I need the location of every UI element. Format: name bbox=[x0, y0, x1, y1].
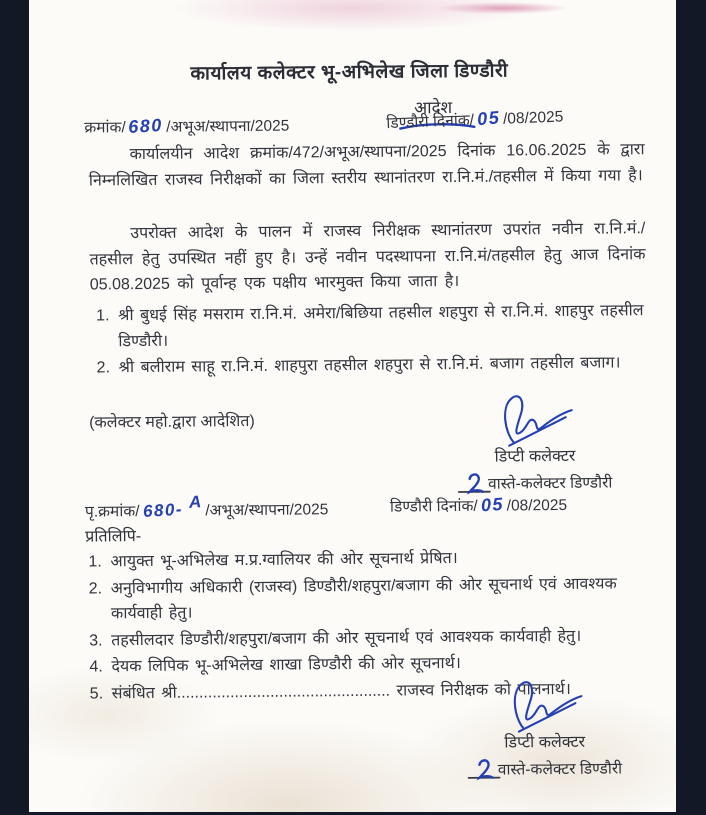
date-line bbox=[386, 107, 563, 131]
date-place-prefix: डिण्डौरी दिनांक/ bbox=[386, 111, 475, 133]
handwritten-date: 05 bbox=[476, 107, 501, 130]
handwritten-endorsement-number: 680- bbox=[141, 499, 184, 522]
reference-number-line bbox=[84, 114, 289, 138]
list-item-number: 5. bbox=[89, 684, 104, 703]
list-item-text: तहसीलदार डिण्डौरी/शहपुरा/बजाग की ओर सूचनार्थ एवं आवश्यक कार्यवाही हेतु। bbox=[111, 627, 582, 649]
list-item-text: देयक लिपिक भू-अभिलेख शाखा डिण्डौरी की ओर सूचनार्थ। bbox=[111, 654, 461, 676]
list-item-number: 3. bbox=[89, 631, 103, 650]
list-item-text: श्री बुधई सिंह मसराम रा.नि.मं. अमेरा/बिछिया तहसील शहपुरा से रा.नि.मं. शाहपुर तहसील डिण्डौरी। bbox=[118, 302, 644, 350]
list-item-text: संबंधित श्री................................................ राजस्व निरीक्षक को पालनार्थ। bbox=[111, 680, 571, 702]
page-title: कार्यालय कलेक्टर भू-अभिलेख जिला डिण्डौरी bbox=[190, 60, 509, 85]
signatory-on-behalf bbox=[437, 755, 652, 781]
list-item-text: आयुक्त भू-अभिलेख म.प्र.ग्वालियर की ओर सूचनार्थ प्रेषित। bbox=[110, 549, 458, 571]
handwritten-endorsement-date: 05 bbox=[480, 493, 505, 516]
body-paragraph-1: कार्यालयीन आदेश क्रमांक/472/अभूअ/स्थापना/2025 दिनांक 16.06.2025 के द्वारा निम्नलिखित राजस्व निरीक्षकों का जिला स्तरीय स्थानांतरण रा.नि.मं./तहसील में किया गया है। bbox=[88, 141, 645, 190]
list-item-text: अनुविभागीय अधिकारी (राजस्व) डिण्डौरी/शहपुरा/बजाग की ओर सूचनार्थ एवं आवश्यक कार्यवाही हेतु। bbox=[110, 574, 617, 623]
endorsement-suffix: /अभूअ/स्थापना/2025 bbox=[205, 501, 329, 520]
signature-scribble-icon bbox=[486, 390, 583, 449]
signature-block bbox=[427, 389, 643, 495]
handwritten-ref-number: 680 bbox=[128, 114, 164, 138]
list-item bbox=[97, 350, 649, 381]
on-behalf-text: वास्ते-कलेक्टर डिण्डौरी bbox=[497, 760, 623, 779]
transfer-list bbox=[96, 298, 649, 382]
endorsement-number-line bbox=[84, 492, 329, 522]
list-item bbox=[88, 544, 653, 575]
list-item-number: 2. bbox=[88, 579, 103, 598]
order-heading: आदेश bbox=[414, 98, 453, 118]
list-item-number: 1. bbox=[88, 553, 102, 571]
list-item bbox=[96, 298, 648, 354]
signature-block-2 bbox=[437, 675, 653, 781]
ref-suffix: /अभूअ/स्थापना/2025 bbox=[166, 117, 290, 136]
body-paragraph-2: उपरोक्त आदेश के पालन में राजस्व निरीक्षक स्थानांतरण उपरांत नवीन रा.नि.मं./तहसील हेतु उपस्थित नहीं हुए है। उन्हें नवीन पदस्थापना रा.नि.मं/तहसील हेतु आज दिनांक 05.08.2025 को पूर्वान्ह एक पक्षीय भारमुक्त किया जाता है। bbox=[89, 220, 646, 294]
list-item-number: 1. bbox=[96, 307, 110, 325]
signature-scribble-icon bbox=[496, 676, 593, 735]
signatory-on-behalf bbox=[428, 469, 643, 495]
copy-to-label: प्रतिलिपि- bbox=[85, 528, 142, 546]
list-item-number: 2. bbox=[96, 359, 111, 377]
document-content bbox=[25, 0, 680, 815]
date-suffix: /08/2025 bbox=[502, 108, 564, 128]
list-item-text: श्री बलीराम साहू रा.नि.मं. शाहपुरा तहसील शहपुरा से रा.नि.मं. बजाग तहसील बजाग। bbox=[118, 354, 621, 377]
endorsement-prefix: पृ.क्रमांक/ bbox=[84, 503, 140, 521]
handwritten-endorsement-suffix-letter: A bbox=[187, 492, 203, 512]
ref-prefix: क्रमांक/ bbox=[84, 119, 126, 137]
list-item bbox=[89, 571, 654, 627]
list-item-number: 4. bbox=[89, 658, 103, 676]
scanned-document-page bbox=[29, 0, 676, 812]
endorsement-date-line bbox=[390, 493, 567, 517]
endorsement-place-prefix: डिण्डौरी दिनांक/ bbox=[389, 497, 478, 516]
list-item bbox=[89, 623, 654, 654]
signatory-designation: डिप्टी कलेक्टर bbox=[494, 447, 576, 466]
on-behalf-text: वास्ते-कलेक्टर डिण्डौरी bbox=[488, 474, 613, 493]
ordered-by-line: (कलेक्टर महो.द्वारा आदेशित) bbox=[89, 412, 255, 432]
signatory-designation: डिप्टी कलेक्टर bbox=[504, 733, 586, 752]
endorsement-date-suffix: /08/2025 bbox=[506, 496, 568, 515]
